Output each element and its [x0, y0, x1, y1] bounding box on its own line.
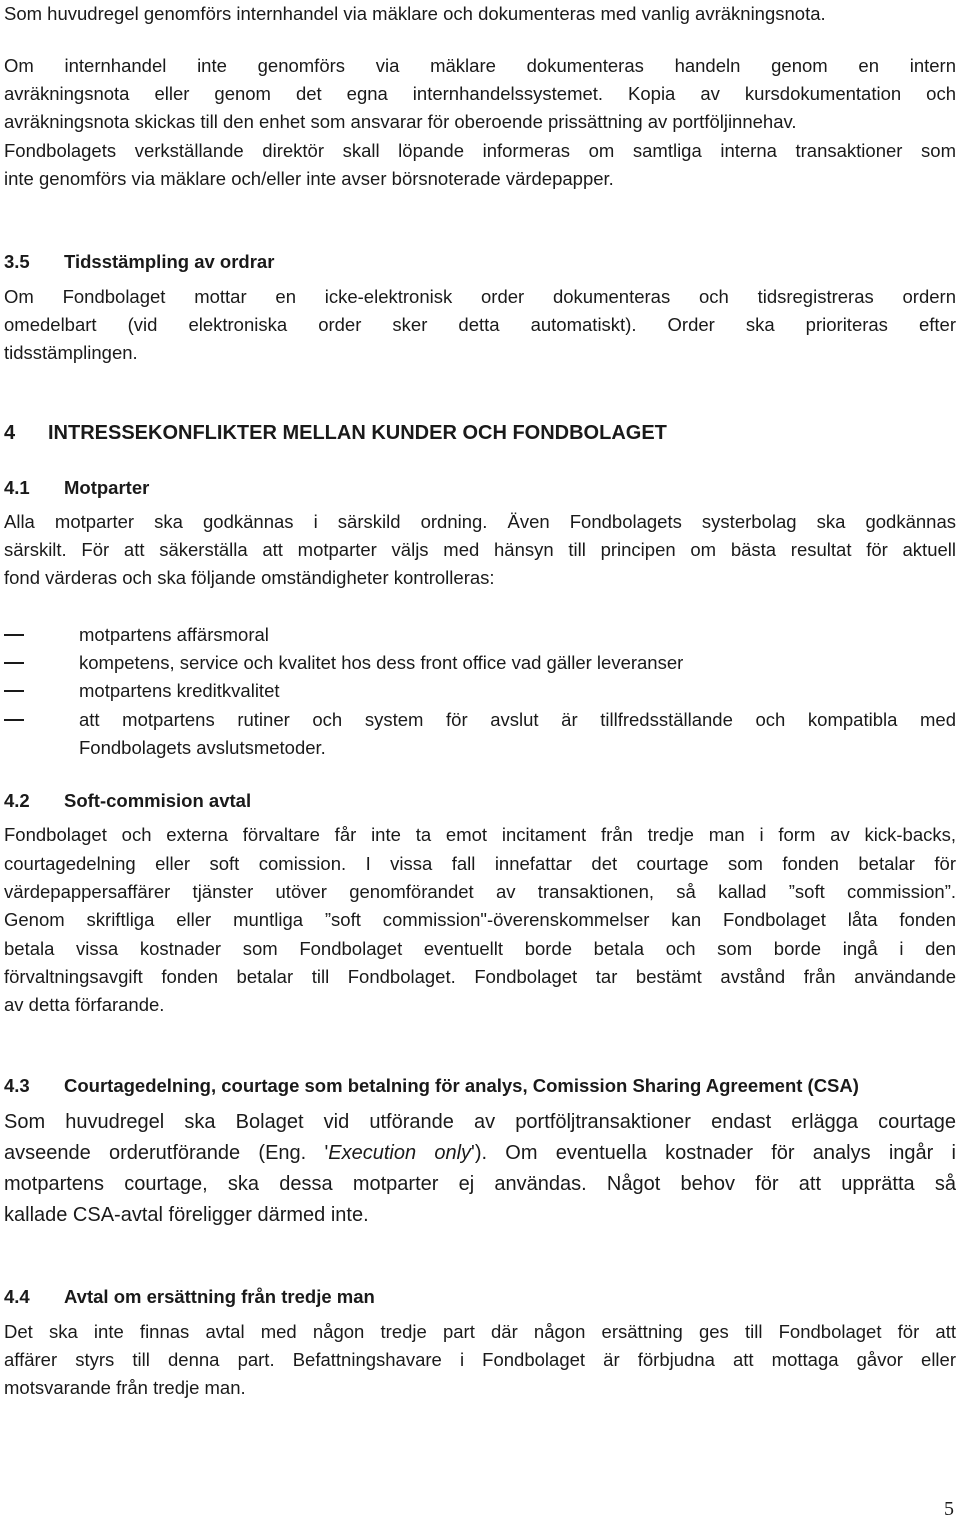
- paragraph-line: Fondbolagets verkställande direktör skall löpande informeras om samtliga interna transaktioner som: [4, 140, 956, 161]
- paragraph-line: Om Fondbolaget mottar en icke-elektronisk order dokumenteras och tidsregistreras ordern: [4, 286, 956, 307]
- paragraph-line: Fondbolaget och externa förvaltare får inte ta emot incitament från tredje man i form av kick-backs,: [4, 824, 956, 845]
- heading-title: Motparter: [64, 477, 150, 498]
- dash-bullet-icon: [4, 634, 24, 636]
- heading-title: INTRESSEKONFLIKTER MELLAN KUNDER OCH FONDBOLAGET: [48, 422, 667, 444]
- list-item-text: motpartens kreditkvalitet: [79, 680, 280, 701]
- paragraph-line: avräkningsnota eller genom det egna internhandelssystemet. Kopia av kursdokumentation och: [4, 83, 956, 104]
- heading-number: 4.3: [4, 1075, 30, 1096]
- paragraph-line: inte genomförs via mäklare och/eller inte avser börsnoterade värdepapper.: [4, 168, 614, 189]
- paragraph-line: Som huvudregel genomförs internhandel via mäklare och dokumenteras med vanlig avräkningsnota.: [4, 3, 826, 24]
- list-item-text: Fondbolagets avslutsmetoder.: [79, 737, 326, 758]
- paragraph-line: courtagedelning eller soft comission. I vissa fall innefattar det courtage som fonden betalar för: [4, 853, 956, 874]
- paragraph-line: Om internhandel inte genomförs via mäklare dokumenteras handeln genom en intern: [4, 55, 956, 76]
- paragraph-line: Som huvudregel ska Bolaget vid utförande av portföljtransaktioner endast erlägga courtage: [4, 1111, 956, 1133]
- paragraph-line: motsvarande från tredje man.: [4, 1377, 246, 1398]
- paragraph-line: affärer styrs till denna part. Befattningshavare i Fondbolaget är förbjudna att mottaga gåvor eller: [4, 1349, 956, 1370]
- paragraph-line: värdepappersaffärer tjänster utöver genomförandet av transaktionen, så kallad ”soft commission”.: [4, 881, 956, 902]
- paragraph-line: Det ska inte finnas avtal med någon tredje part där någon ersättning ges till Fondbolaget för att: [4, 1321, 956, 1342]
- list-item-text: att motpartens rutiner och system för avslut är tillfredsställande och kompatibla med: [79, 709, 956, 730]
- paragraph-line: av detta förfarande.: [4, 994, 165, 1015]
- section-heading-4-1: [4, 474, 149, 502]
- heading-number: 4.2: [4, 790, 30, 811]
- paragraph-line: särskilt. För att säkerställa att motparter väljs med hänsyn till principen om bästa resultat för aktuell: [4, 539, 956, 560]
- paragraph-line: avräkningsnota skickas till den enhet som ansvarar för oberoende prissättning av portföljinnehav.: [4, 111, 797, 132]
- paragraph-line: betala vissa kostnader som Fondbolaget eventuellt borde betala och som borde ingå i den: [4, 938, 956, 959]
- section-heading-4: [4, 419, 667, 447]
- section-heading-4-2: [4, 787, 251, 815]
- paragraph-line: tidsstämplingen.: [4, 342, 138, 363]
- heading-title: Soft-commision avtal: [64, 790, 252, 811]
- heading-number: 4.1: [4, 477, 30, 498]
- heading-number: 4.4: [4, 1286, 30, 1307]
- heading-number: 3.5: [4, 251, 30, 272]
- italic-term: Execution only: [328, 1142, 472, 1164]
- paragraph-line: förvaltningsavgift fonden betalar till Fondbolaget. Fondbolaget tar bestämt avstånd från användande: [4, 966, 956, 987]
- heading-number: 4: [4, 422, 16, 444]
- text-run: '). Om eventuella kostnader för analys ingår i: [471, 1142, 957, 1164]
- section-heading-4-4: [4, 1283, 375, 1311]
- heading-title: Avtal om ersättning från tredje man: [64, 1286, 375, 1307]
- dash-bullet-icon: [4, 719, 24, 721]
- heading-title: Tidsstämpling av ordrar: [64, 251, 275, 272]
- section-heading-4-3: [4, 1072, 859, 1100]
- paragraph-line: Genom skriftliga eller muntliga ”soft commission"-överenskommelser kan Fondbolaget låta fonden: [4, 909, 956, 930]
- paragraph-line: motpartens courtage, ska dessa motparter ej användas. Något behov för att upprätta så: [4, 1173, 956, 1195]
- text-run: avseende orderutförande (Eng. ': [4, 1142, 329, 1164]
- page-number: 5: [944, 1498, 954, 1520]
- section-heading-3-5: [4, 248, 274, 276]
- dash-bullet-icon: [4, 662, 24, 664]
- paragraph-line: kallade CSA-avtal föreligger därmed inte.: [4, 1204, 369, 1226]
- paragraph-line: fond värderas och ska följande omständigheter kontrolleras:: [4, 567, 495, 588]
- paragraph-line: [4, 1138, 956, 1169]
- paragraph-line: omedelbart (vid elektroniska order sker detta automatiskt). Order ska prioriteras efter: [4, 314, 956, 335]
- list-item-text: kompetens, service och kvalitet hos dess front office vad gäller leveranser: [79, 652, 684, 673]
- list-item-text: motpartens affärsmoral: [79, 624, 269, 645]
- dash-bullet-icon: [4, 690, 24, 692]
- paragraph-line: Alla motparter ska godkännas i särskild ordning. Även Fondbolagets systerbolag ska godkännas: [4, 511, 956, 532]
- heading-title: Courtagedelning, courtage som betalning för analys, Comission Sharing Agreement (CSA): [64, 1075, 859, 1096]
